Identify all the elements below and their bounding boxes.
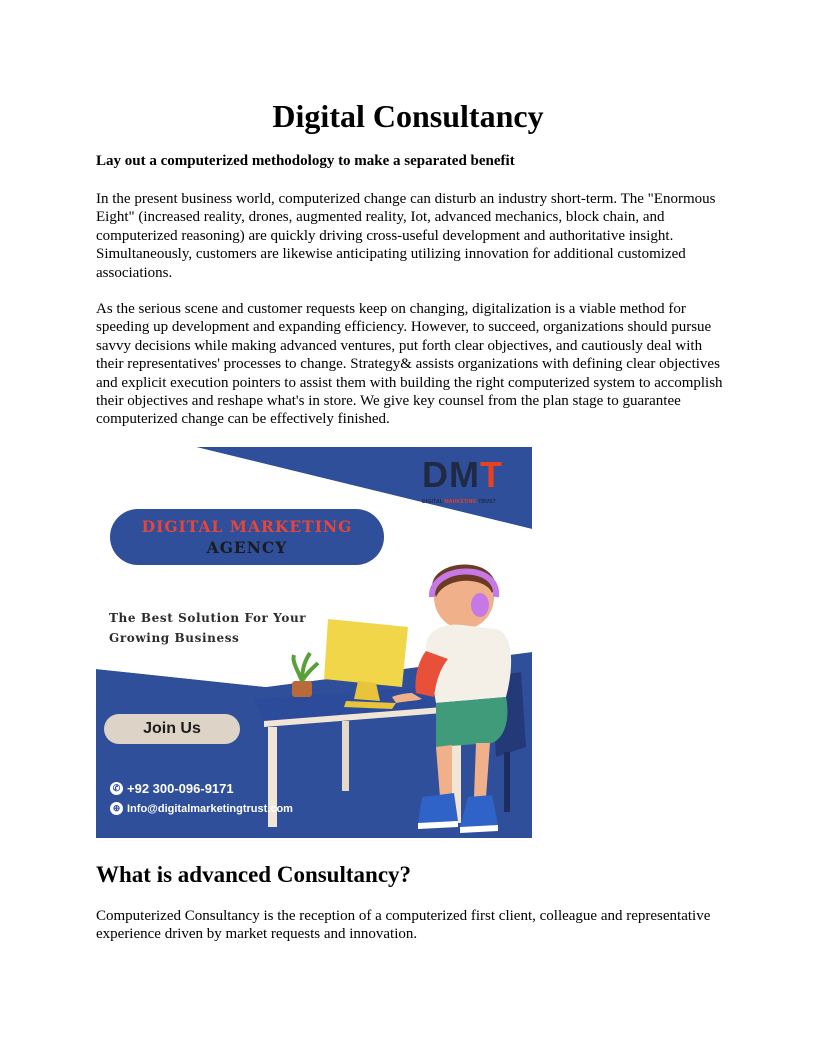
email-address: Info@digitalmarketingtrust.com <box>127 802 293 815</box>
document-subheading: Lay out a computerized methodology to make a separated benefit <box>96 153 515 169</box>
logo-letter-m: M <box>449 454 480 495</box>
contact-email <box>110 802 293 815</box>
headphones-cup <box>471 593 489 617</box>
agency-pill <box>110 509 384 565</box>
paragraph-digitalization: As the serious scene and customer requests keep on changing, digitalization is a viable method for speeding up development and expanding efficiency. However, to succeed, organizations should pursue savvy decisions while making advanced ventures, put forth clear objectives, and cautiously deal with their representatives' processes to change. Strategy& assists organizations with defining clear objectives and explicit execution pointers to assist them with building the right computerized system to accomplish their objectives and reshape what's in store. We give key counsel from the plan stage to guarantee computerized change can be effectively finished. <box>96 301 723 428</box>
shoe-left <box>418 793 458 823</box>
agency-line-2: AGENCY <box>206 538 288 557</box>
desk-leg-back <box>342 721 349 791</box>
chair-stem <box>504 752 510 812</box>
globe-icon: ⊕ <box>110 802 123 815</box>
paragraph-intro: In the present business world, computerized change can disturb an industry short-term. The "Enormous Eight" (increased reality, drones, augmented reality, Iot, advanced mechanics, block chain, and computerized reasoning) are quickly driving cross-useful development and authoritative insight. Simultaneously, customers are likewise anticipating utilizing innovation for additional customized associations. <box>96 191 716 281</box>
paragraph-definition: Computerized Consultancy is the reception of a computerized first client, colleague and representative experience driven by market requests and innovation. <box>96 908 711 943</box>
banner-tagline <box>109 608 339 648</box>
agency-line-1: DIGITAL MARKETING <box>141 517 353 536</box>
join-us-pill: Join Us <box>104 714 240 744</box>
tagline-line-2: Growing Business <box>109 631 240 645</box>
contact-phone <box>110 781 234 796</box>
phone-number: +92 300-096-9171 <box>127 781 234 796</box>
marketing-banner-image <box>96 447 532 838</box>
section-heading: What is advanced Consultancy? <box>96 862 412 887</box>
person-shorts <box>436 697 507 747</box>
plant-pot <box>292 681 312 697</box>
logo-letter-t: T <box>480 454 503 495</box>
monitor-stand <box>354 681 380 701</box>
phone-icon: ✆ <box>110 782 123 795</box>
dmt-logo <box>418 455 526 511</box>
logo-subtitle: DIGITAL MARKETING TRUST <box>422 499 496 505</box>
tagline-line-1: The Best Solution For Your <box>109 611 307 625</box>
logo-letter-d: D <box>422 454 449 495</box>
document-title: Digital Consultancy <box>272 98 544 134</box>
